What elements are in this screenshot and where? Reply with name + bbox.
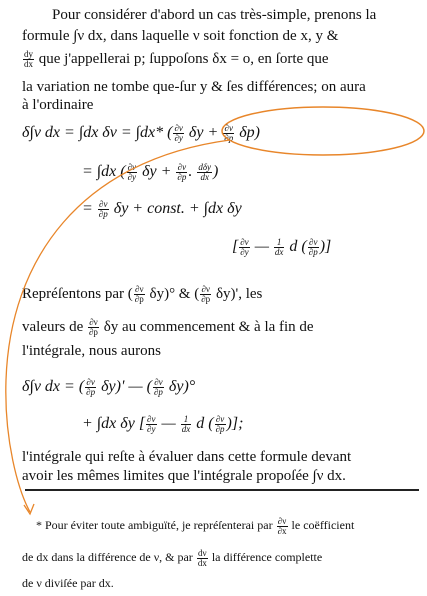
- closing-line-1: l'intégrale qui reſte à évaluer dans cette formule devant: [22, 449, 352, 465]
- paragraph-line-3: $\frac{dy}{dx}$ que j'appellerai p; ſuppoſons δx = o, en ſorte que: [24, 49, 329, 70]
- footnote-separator: [25, 489, 419, 491]
- closing-line-2: avoir les mêmes limites que l'intégrale propoſée ∫ν dx.: [22, 468, 346, 484]
- represent-line-3: l'intégrale, nous aurons: [22, 343, 161, 359]
- paragraph-line-5: à l'ordinaire: [22, 97, 94, 113]
- represent-line-1: Repréſentons par ( $\frac{\partial\nu}{\partial p}$ δy)° & ( $\frac{\partial\nu}{\partial p}$ δy)', les: [22, 284, 263, 305]
- footnote-line-1: * Pour éviter toute ambiguïté, je repréſenterai par $\frac{\partial\nu}{\partial x}$ le coëfficient: [36, 515, 355, 536]
- arrowhead-icon: [24, 504, 34, 514]
- footnote-line-3: de ν diviſée par dx.: [22, 576, 114, 590]
- equation-1: δ∫ν dx = ∫dx δν = ∫dx* ( $\frac{\partial\nu}{\partial y}$ δy + $\frac{\partial\nu}{\partial p}$ δp): [22, 123, 260, 143]
- footnote-line-2: de dx dans la différence de ν, & par $\frac{d\nu}{dx}$ la différence complette: [22, 547, 323, 568]
- equation-3: = $\frac{\partial\nu}{\partial p}$ δy + const. + ∫dx δy: [82, 199, 242, 219]
- fraction-dy-dx: $\frac{dy}{dx}$: [24, 49, 33, 70]
- equation-4: [ $\frac{\partial\nu}{\partial y}$ — $\frac{1}{dx}$ d ( $\frac{\partial\nu}{\partial p}$ )]: [232, 237, 332, 257]
- paragraph-line-4: la variation ne tombe que-ſur y & ſes différences; on aura: [22, 79, 366, 95]
- equation-2: = ∫dx ( $\frac{\partial\nu}{\partial y}$ δy + $\frac{\partial\nu}{\partial p}$ . $\frac{\text{dδy}}{dx}$ ): [82, 162, 219, 182]
- final-equation-line-1: δ∫ν dx = ( $\frac{\partial\nu}{\partial p}$ δy)' — ( $\frac{\partial\nu}{\partial p}$ δy)°: [22, 377, 196, 397]
- paragraph-line-2: formule ∫ν dx, dans laquelle ν soit fonction de x, y &: [22, 28, 339, 44]
- final-equation-line-2: + ∫dx δy [ $\frac{\partial\nu}{\partial y}$ — $\frac{1}{dx}$ d ( $\frac{\partial\nu}{\partial p}$ )];: [82, 414, 244, 434]
- represent-line-2: valeurs de $\frac{\partial\nu}{\partial p}$ δy au commencement & à la fin de: [22, 317, 314, 338]
- paragraph-line-1: Pour considérer d'abord un cas très-simple, prenons la: [52, 7, 377, 23]
